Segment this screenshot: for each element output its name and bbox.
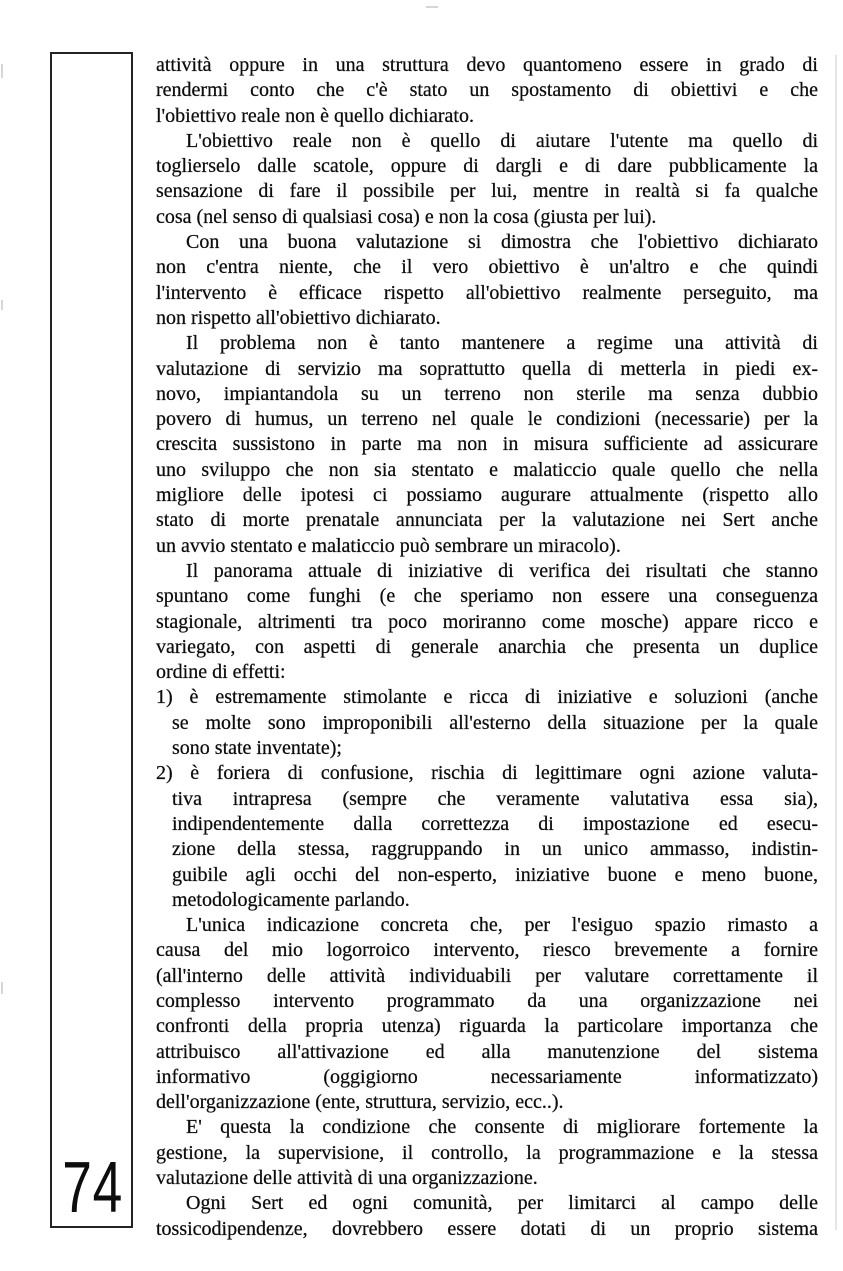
text-line: novo, impiantandola su un terreno non sterile ma senza dubbio [156, 382, 818, 405]
paragraph [156, 1191, 818, 1242]
paragraph [156, 1115, 818, 1191]
text-line: E' questa la condizione che consente di migliorare fortemente la [186, 1116, 818, 1139]
text-line: indipendentemente dalla correttezza di impostazione ed esecu- [172, 812, 818, 835]
paragraph [156, 331, 818, 559]
text-line: stato di morte prenatale annunciata per la valutazione nei Sert anche [156, 509, 818, 532]
text-line: metodologicamente parlando. [172, 888, 410, 911]
text-line: confronti della propria utenza) riguarda la particolare importanza che [156, 1015, 818, 1038]
paragraph [156, 53, 818, 129]
paragraph [156, 913, 818, 1115]
text-line: migliore delle ipotesi ci possiamo augurare attualmente (rispetto allo [156, 484, 818, 507]
text-line: dell'organizzazione (ente, struttura, servizio, ecc..). [156, 1091, 564, 1114]
text-line: L'obiettivo reale non è quello di aiutare l'utente ma quello di [186, 129, 818, 152]
text-line: Il panorama attuale di iniziative di verifica dei risultati che stanno [186, 559, 818, 582]
text-line: povero di humus, un terreno nel quale le condizioni (necessarie) per la [156, 408, 818, 431]
page-number: 74 [62, 1148, 124, 1228]
text-line: spuntano come funghi (e che speriamo non essere una conseguenza [156, 585, 818, 608]
scan-artifact [1, 982, 3, 994]
list-item [156, 685, 818, 761]
text-line: sono state inventate); [172, 737, 342, 760]
text-line: un avvio stentato e malaticcio può sembrare un miracolo). [156, 534, 621, 557]
text-line: crescita sussistono in parte ma non in misura sufficiente ad assicurare [156, 433, 818, 456]
text-line: tossicodipendenze, dovrebbero essere dotati di un proprio sistema [156, 1217, 818, 1240]
text-line: 2) è foriera di confusione, rischia di legittimare ogni azione valuta- [156, 762, 818, 785]
text-line: toglierselo dalle scatole, oppure di dargli e di dare pubblicamente la [156, 155, 818, 178]
text-line: causa del mio logorroico intervento, riesco brevemente a fornire [156, 939, 818, 962]
text-line: non rispetto all'obiettivo dichiarato. [156, 306, 441, 329]
paragraph [156, 559, 818, 685]
scan-edge-artifact [835, 55, 837, 1230]
text-line: 1) è estremamente stimolante e ricca di iniziative e soluzioni (anche [156, 686, 818, 709]
text-line: Ogni Sert ed ogni comunità, per limitarci al campo delle [186, 1192, 818, 1215]
text-line: attribuisco all'attivazione ed alla manutenzione del sistema [156, 1040, 818, 1063]
paragraph [156, 230, 818, 331]
scan-artifact [426, 6, 438, 8]
text-line: uno sviluppo che non sia stentato e malaticcio quale quello che nella [156, 458, 818, 481]
text-line: l'obiettivo reale non è quello dichiarato. [156, 104, 474, 127]
text-line: Con una buona valutazione si dimostra che l'obiettivo dichiarato [186, 231, 818, 254]
text-line: tiva intrapresa (sempre che veramente valutativa essa sia), [172, 787, 818, 810]
page-number-box [50, 52, 133, 1228]
text-line: stagionale, altrimenti tra poco moriranno come mosche) appare ricco e [156, 610, 818, 633]
text-line: variegato, con aspetti di generale anarchia che presenta un duplice [156, 635, 818, 658]
text-line: complesso intervento programmato da una organizzazione nei [156, 989, 818, 1012]
body-text [156, 53, 818, 1242]
text-line: cosa (nel senso di qualsiasi cosa) e non la cosa (giusta per lui). [156, 205, 657, 228]
text-line: (all'interno delle attività individuabili per valutare correttamente il [156, 964, 818, 987]
text-line: sensazione di fare il possibile per lui, mentre in realtà si fa qualche [156, 180, 818, 203]
paragraph [156, 129, 818, 230]
text-line: ordine di effetti: [156, 661, 286, 684]
text-line: informativo (oggigiorno necessariamente informatizzato) [156, 1065, 818, 1088]
text-line: gestione, la supervisione, il controllo, la programmazione e la stessa [156, 1141, 818, 1164]
list-item [156, 761, 818, 913]
text-line: l'intervento è efficace rispetto all'obiettivo realmente perseguito, ma [156, 281, 818, 304]
text-line: valutazione delle attività di una organizzazione. [156, 1167, 538, 1190]
text-line: L'unica indicazione concreta che, per l'esiguo spazio rimasto a [186, 914, 818, 937]
scan-artifact [1, 300, 3, 310]
text-line: attività oppure in una struttura devo quantomeno essere in grado di [156, 54, 818, 76]
text-line: valutazione di servizio ma soprattutto quella di metterla in piedi ex- [156, 357, 818, 380]
text-line: se molte sono improponibili all'esterno della situazione per la quale [172, 711, 818, 734]
text-line: non c'entra niente, che il vero obiettivo è un'altro e che quindi [156, 256, 818, 279]
text-line: rendermi conto che c'è stato un spostamento di obiettivi e che [156, 79, 818, 102]
text-line: Il problema non è tanto mantenere a regime una attività di [186, 332, 818, 355]
scan-artifact [1, 64, 3, 78]
text-line: zione della stessa, raggruppando in un unico ammasso, indistin- [172, 838, 818, 861]
text-line: guibile agli occhi del non-esperto, iniziative buone e meno buone, [172, 863, 818, 886]
